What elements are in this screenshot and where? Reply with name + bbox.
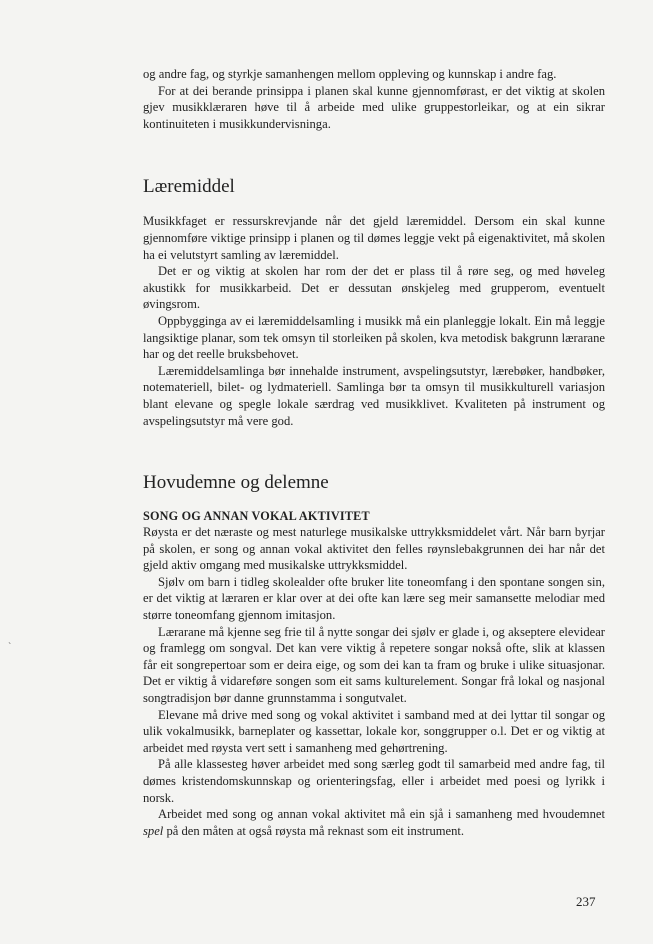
intro-paragraph-1: og andre fag, og styrkje samanhengen mellom oppleving og kunnskap i andre fag. — [143, 67, 557, 81]
laeremiddel-paragraph-4: Læremiddelsamlinga bør innehalde instrument, avspelingsutstyr, lærebøker, handbøker, notemateriell, bilet- og lydmateriell. Samlinga bør ta omsyn til musikkulturell variasjon blant elevane og spegle lokale særdrag ved musikklivet. Kvaliteten på instrument og avspelingsutstyr må vere god. — [143, 363, 605, 428]
subsection-heading-song: SONG OG ANNAN VOKAL AKTIVITET — [143, 509, 370, 524]
section-heading-laeremiddel: Læremiddel — [143, 176, 235, 198]
laeremiddel-paragraph-2: Det er og viktig at skolen har rom der det er plass til å røre seg, og med høveleg akustikk for musikkarbeid. Det er dessutan ønskjeleg med grupperom, eventuelt øvingsrom. — [143, 264, 605, 312]
song-paragraph-5: På alle klassesteg høver arbeidet med song særleg godt til samarbeid med andre fag, til dømes kristendomskunnskap og orienteringsfag, eller i arbeidet med poesi og lyrikk i norsk. — [143, 757, 605, 805]
section-heading-hovudemne: Hovudemne og delemne — [143, 472, 329, 494]
song-paragraph-3: Lærarane må kjenne seg frie til å nytte songar dei sjølv er glade i, og akseptere elevidear og framlegg om songval. Det kan vere viktig å repetere songar nokså ofte, slik at klassen får eit songrepertoar som er deira eige, og som dei kan ta fram og bruke i ulike situasjonar. Det er viktig å vidareføre songen som eit sams kulturelement. Songar frå lokal og nasjonal songtradisjon bør danne grunnstamma i songutvalet. — [143, 624, 605, 706]
margin-mark: ` — [8, 642, 12, 653]
song-paragraph-2: Sjølv om barn i tidleg skolealder ofte bruker lite toneomfang i den spontane songen sin, er det viktig at læraren er klar over at dei ofte kan lære seg meir samansette melodiar med større toneomfang gjennom imitasjon. — [143, 574, 605, 623]
song-paragraph-6-end: på den måten at også røysta må reknast som eit instrument. — [163, 823, 465, 838]
page-content — [143, 66, 605, 839]
song-paragraph-6-start: Arbeidet med song og annan vokal aktivitet må ein sjå i samanheng med hvoudemnet — [158, 807, 605, 822]
song-paragraph-6-italic: spel — [143, 823, 164, 838]
song-paragraph-4: Elevane må drive med song og vokal aktivitet i samband med at dei lyttar til songar og ulik vokalmusikk, barneplater og kassettar, lokale kor, songgrupper o.l. Det er og viktig at arbeidet med røysta vert sett i samanheng med gehørtrening. — [143, 707, 605, 755]
laeremiddel-paragraph-3: Oppbygginga av ei læremiddelsamling i musikk må ein planleggje lokalt. Ein må leggje langsiktige planar, som tek omsyn til storleiken på skolen, kva metodisk bakgrunn lærarane har og det reelle bruksbehovet. — [143, 313, 605, 362]
song-paragraph-1: Røysta er det næraste og mest naturlege musikalske uttrykksmiddelet vårt. Når barn byrjar på skolen, er song og annan vokal aktivitet den felles røynslebakgrunnen dei har når det gjeld aktiv omgang med musikalske uttrykksmiddel. — [143, 525, 605, 573]
song-paragraph-6 — [143, 806, 605, 839]
intro-paragraph-2: For at dei berande prinsippa i planen skal kunne gjennomførast, er det viktig at skolen gjev musikklæraren høve til å arbeide med ulike gruppestorleikar, og at ein sikrar kontinuiteten i musikkundervisninga. — [143, 83, 605, 131]
page-number: 237 — [576, 894, 596, 909]
laeremiddel-paragraph-1: Musikkfaget er ressurskrevjande når det gjeld læremiddel. Dersom ein skal kunne gjennomføre viktige prinsipp i planen og til dømes leggje vekt på eigenaktivitet, må skolen ha ei velutstyrt samling av læremiddel. — [143, 214, 605, 262]
